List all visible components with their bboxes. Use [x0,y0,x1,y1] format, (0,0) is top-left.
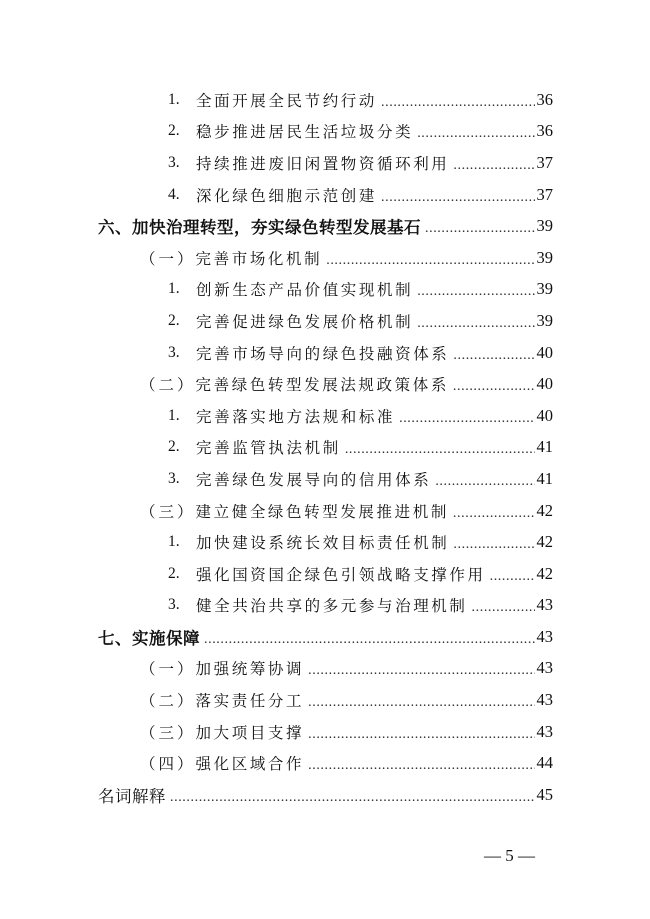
toc-entry-number: （四） [140,755,196,774]
toc-entry-page: 43 [536,721,553,741]
toc-entry-page: 43 [536,626,553,646]
toc-section-entry [140,747,553,779]
toc-entry-title: 完善监管执法机制 [196,439,341,458]
toc-entry-page: 37 [536,152,553,172]
toc-entry-title: 完善落实地方法规和标准 [196,407,396,426]
toc-entry-page: 39 [536,247,553,267]
toc-subsection-entry [168,400,553,432]
toc-entry-title: 完善市场导向的绿色投融资体系 [196,344,450,363]
toc-subsection-entry [168,305,553,337]
toc-entry-page: 43 [536,658,553,678]
dot-leader [453,348,534,364]
toc-entry-number: 3. [168,153,180,171]
toc-entry-title: 名词解释 [98,786,166,806]
toc-entry-page: 42 [536,563,553,583]
dot-leader [308,758,534,774]
toc-entry-page: 45 [536,784,553,804]
toc-entry-number: （三） [140,502,196,521]
toc-entry-page: 43 [536,690,553,710]
toc-chapter-entry [98,210,553,242]
dot-leader [435,474,534,490]
toc-entry-number: 4. [168,185,180,203]
dot-leader [417,316,534,332]
toc-entry-page: 37 [536,184,553,204]
dot-leader [490,569,535,585]
toc-entry-number: 2. [168,311,180,329]
toc-subsection-entry [168,147,553,179]
toc-entry-number: 1. [168,90,180,108]
toc-entry-page: 36 [536,121,553,141]
toc-entry-title: 七、实施保障 [98,628,200,648]
toc-entry-title: 完善市场化机制 [195,249,323,268]
toc-subsection-entry [168,526,553,558]
toc-entry-title: 创新生态产品价值实现机制 [196,281,414,300]
toc-entry-number: 1. [168,280,180,298]
toc-section-entry [140,495,553,527]
toc-subsection-entry [168,463,553,495]
dot-leader [453,379,535,395]
toc-entry-title: 完善绿色发展导向的信用体系 [196,470,432,489]
page-number: — 5 — [484,846,535,865]
toc-entry-page: 42 [536,500,553,520]
toc-entry-title: 强化区域合作 [195,755,305,774]
toc-entry-title: 健全共治共享的多元参与治理机制 [196,597,468,616]
dot-leader [345,442,535,458]
toc-entry-title: 落实责任分工 [195,692,305,711]
dot-leader [170,790,535,806]
toc-section-entry [140,653,553,685]
toc-entry-number: 1. [168,533,180,551]
toc-entry-page: 41 [536,468,553,488]
toc-entry-number: （二） [140,376,196,395]
toc-entry-title: 全面开展全民节约行动 [196,91,378,110]
dot-leader [308,663,534,679]
toc-subsection-entry [168,590,553,622]
toc-entry-page: 36 [536,89,553,109]
toc-subsection-entry [168,116,553,148]
dot-leader [417,126,534,142]
toc-chapter-entry [98,621,553,653]
toc-subsection-entry [168,179,553,211]
toc-entry-number: 3. [168,596,180,614]
table-of-contents [0,84,650,811]
toc-section-entry [140,368,553,400]
dot-leader [453,506,535,522]
toc-entry-title: 加快建设系统长效目标责任机制 [196,534,450,553]
dot-leader [381,190,534,206]
toc-entry-title: 强化国资国企绿色引领战略支撑作用 [196,565,486,584]
toc-entry-number: （二） [140,692,196,711]
toc-entry-title: 稳步推进居民生活垃圾分类 [196,123,414,142]
toc-entry-number: 2. [168,122,180,140]
toc-appendix-entry [98,779,553,811]
toc-subsection-entry [168,558,553,590]
dot-leader [472,600,535,616]
toc-subsection-entry [168,432,553,464]
toc-entry-title: 加强统筹协调 [195,660,305,679]
toc-entry-page: 40 [536,342,553,362]
toc-entry-title: 六、加快治理转型，夯实绿色转型发展基石 [98,218,421,238]
toc-entry-title: 完善绿色转型发展法规政策体系 [195,376,449,395]
dot-leader [381,95,534,111]
dot-leader [204,632,535,648]
toc-entry-number: 2. [168,438,180,456]
dot-leader [453,158,534,174]
toc-entry-number: （三） [140,723,196,742]
toc-entry-page: 40 [536,405,553,425]
toc-entry-page: 43 [536,595,553,615]
toc-entry-page: 39 [536,279,553,299]
toc-entry-title: 完善促进绿色发展价格机制 [196,312,414,331]
toc-entry-title: 持续推进废旧闲置物资循环利用 [196,154,450,173]
dot-leader [453,537,534,553]
dot-leader [399,411,534,427]
toc-subsection-entry [168,274,553,306]
dot-leader [326,253,534,269]
toc-entry-page: 42 [536,532,553,552]
toc-entry-title: 加大项目支撑 [195,723,305,742]
dot-leader [417,284,534,300]
toc-entry-page: 39 [536,216,553,236]
toc-subsection-entry [168,84,553,116]
toc-entry-number: 2. [168,564,180,582]
dot-leader [308,695,534,711]
toc-subsection-entry [168,337,553,369]
toc-section-entry [140,684,553,716]
dot-leader [308,727,534,743]
toc-section-entry [140,242,553,274]
toc-entry-number: （一） [140,249,196,268]
toc-entry-page: 44 [536,753,553,773]
toc-entry-page: 41 [536,437,553,457]
toc-entry-page: 39 [536,310,553,330]
toc-section-entry [140,716,553,748]
toc-entry-page: 40 [536,374,553,394]
dot-leader [425,221,535,237]
toc-entry-number: 3. [168,469,180,487]
toc-entry-number: （一） [140,660,196,679]
toc-entry-number: 1. [168,406,180,424]
toc-entry-title: 建立健全绿色转型发展推进机制 [195,502,449,521]
toc-entry-title: 深化绿色细胞示范创建 [196,186,378,205]
toc-entry-number: 3. [168,343,180,361]
